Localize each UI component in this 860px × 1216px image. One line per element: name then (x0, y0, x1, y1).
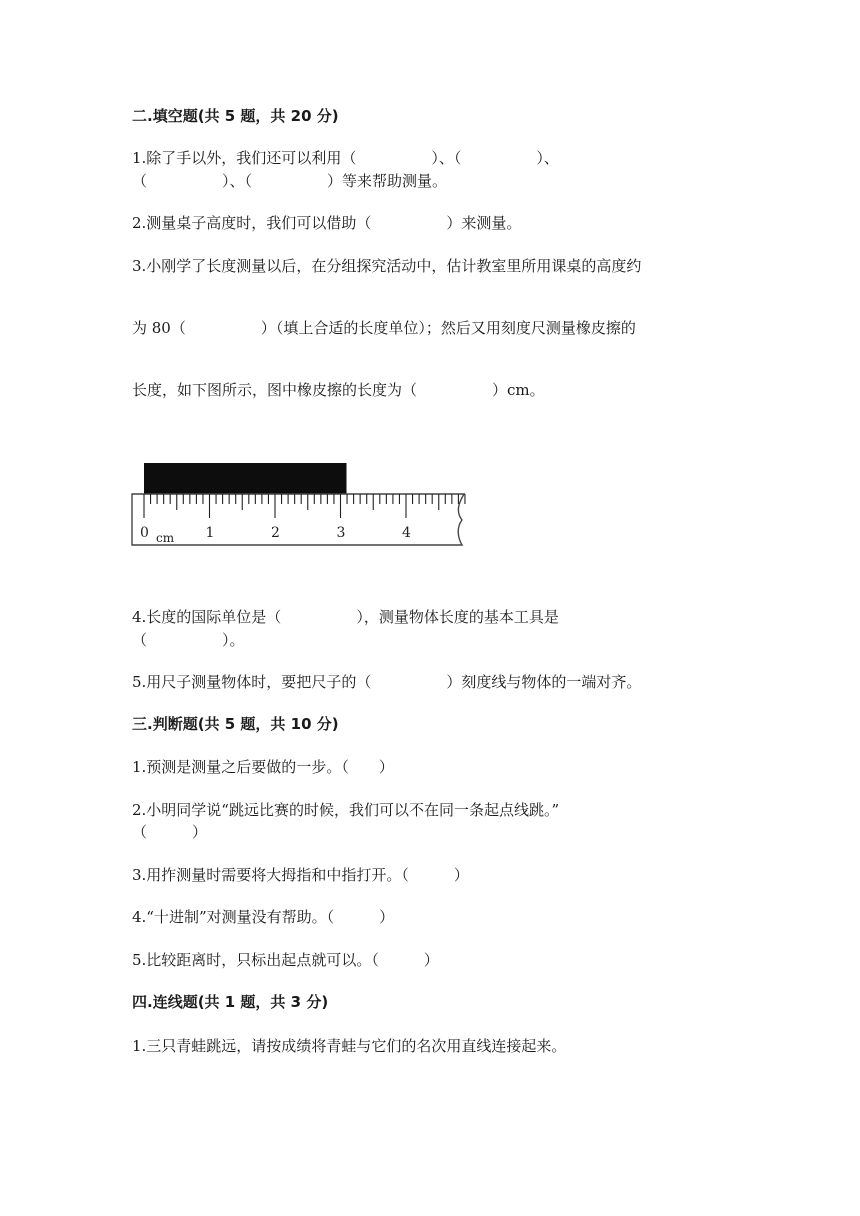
question-3-3: 3.用拃测量时需要将大拇指和中指打开。（ ） (132, 866, 469, 884)
ruler-tick-label: 1 (205, 525, 215, 541)
ruler-outline (132, 494, 464, 545)
section-heading-true-false: 三.判断题(共 5 题，共 10 分) (132, 715, 339, 733)
question-2-3-line-3: 长度，如下图所示，图中橡皮擦的长度为（ ）cm。 (132, 381, 545, 399)
question-3-4: 4.“十进制”对测量没有帮助。（ ） (132, 908, 395, 926)
question-3-2-line-2: （ ） (132, 823, 208, 841)
ruler-tick-label: 0 (140, 525, 149, 541)
question-2-1-line-2: （ ）、（ ）等来帮助测量。 (132, 172, 448, 190)
ruler-tick-label: 4 (402, 525, 411, 541)
question-2-4-line-2: （ ）。 (132, 631, 245, 649)
ruler-tick-label: 3 (336, 525, 346, 541)
question-3-5: 5.比较距离时，只标出起点就可以。（ ） (132, 951, 439, 969)
question-2-1-line-1: 1.除了手以外，我们还可以利用（ ）、（ ）、 (132, 149, 559, 167)
question-3-1: 1.预测是测量之后要做的一步。（ ） (132, 758, 394, 776)
question-2-3-line-1: 3.小刚学了长度测量以后，在分组探究活动中，估计教室里所用课桌的高度约 (132, 257, 642, 275)
question-2-4-line-1: 4.长度的国际单位是（ ），测量物体长度的基本工具是 (132, 608, 559, 626)
question-2-5: 5.用尺子测量物体时，要把尺子的（ ）刻度线与物体的一端对齐。 (132, 673, 642, 691)
section-heading-fill-in: 二.填空题(共 5 题，共 20 分) (132, 107, 339, 125)
eraser-bar (144, 463, 347, 495)
ruler-unit-label: cm (156, 531, 175, 545)
ruler-tick-label: 2 (271, 525, 280, 541)
question-4-1: 1.三只青蛙跳远，请按成绩将青蛙与它们的名次用直线连接起来。 (132, 1037, 567, 1055)
question-3-2-line-1: 2.小明同学说“跳远比赛的时候，我们可以不在同一条起点线跳。” (132, 801, 560, 819)
question-2-3-line-2: 为 80（ ）（填上合适的长度单位）；然后又用刻度尺测量橡皮擦的 (132, 319, 636, 337)
ruler-figure (128, 458, 478, 554)
section-heading-matching: 四.连线题(共 1 题，共 3 分) (132, 993, 329, 1011)
question-2-2: 2.测量桌子高度时，我们可以借助（ ）来测量。 (132, 214, 522, 232)
